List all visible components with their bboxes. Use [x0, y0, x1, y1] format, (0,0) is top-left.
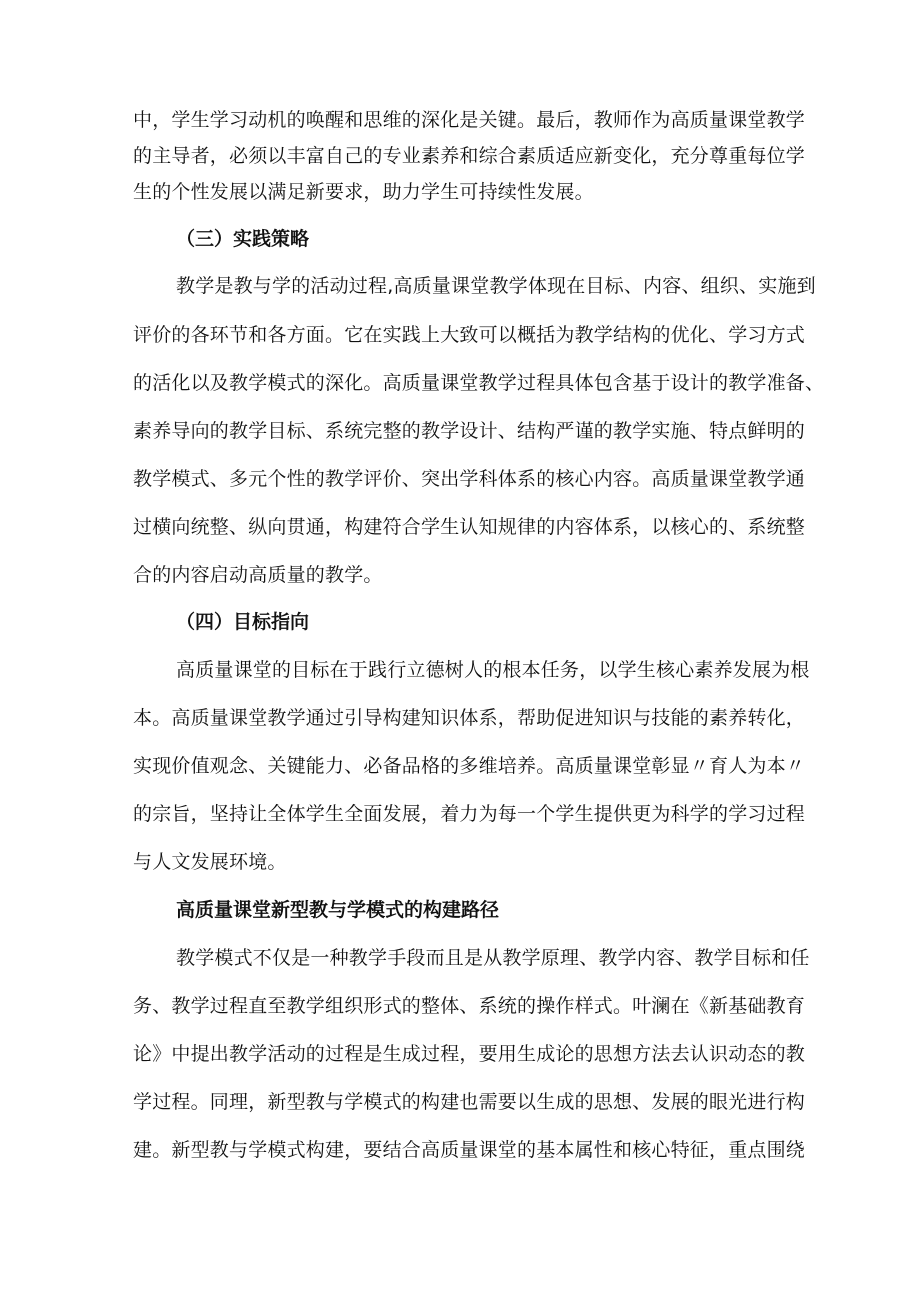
- paragraph-2-line-4: 素养导向的教学目标、系统完整的教学设计、结构严谨的教学实施、特点鲜明的: [133, 420, 806, 442]
- paragraph-1-line-3: 生的个性发展以满足新要求，助力学生可持续性发展。: [133, 181, 594, 203]
- paragraph-2-line-6: 过横向统整、纵向贯通，构建符合学生认知规律的内容体系，以核心的、系统整: [133, 516, 806, 538]
- paragraph-1-line-1: 中，学生学习动机的唤醒和思维的深化是关键。最后，教师作为高质量课堂教学: [133, 109, 806, 131]
- paragraph-3-line-2: 本。高质量课堂教学通过引导构建知识体系，帮助促进知识与技能的素养转化，: [133, 707, 806, 729]
- paragraph-3-line-4: 的宗旨，坚持让全体学生全面发展，着力为每一个学生提供更为科学的学习过程: [133, 803, 806, 825]
- paragraph-2-line-5: 教学模式、多元个性的教学评价、突出学科体系的核心内容。高质量课堂教学通: [133, 468, 806, 490]
- paragraph-3-line-5: 与人文发展环境。: [133, 851, 287, 873]
- paragraph-2-line-1: 教学是教与学的活动过程,高质量课堂教学体现在目标、内容、组织、实施到: [176, 275, 816, 297]
- paragraph-4-line-1: 教学模式不仅是一种教学手段而且是从教学原理、教学内容、教学目标和任: [176, 947, 810, 969]
- paragraph-3-line-3: 实现价值观念、关键能力、必备品格的多维培养。高质量课堂彰显〃育人为本〃: [133, 755, 806, 777]
- heading-construction-path: 高质量课堂新型教与学模式的构建路径: [176, 899, 500, 921]
- paragraph-1-line-2: 的主导者，必须以丰富自己的专业素养和综合素质适应新变化，充分尊重每位学: [133, 145, 806, 167]
- paragraph-4-line-2: 务、教学过程直至教学组织形式的整体、系统的操作样式。叶澜在《新基础教育: [133, 995, 806, 1017]
- paragraph-2-line-2: 评价的各环节和各方面。它在实践上大致可以概括为教学结构的优化、学习方式: [133, 324, 806, 346]
- paragraph-4-line-4: 学过程。同理，新型教与学模式的构建也需要以生成的思想、发展的眼光进行构: [133, 1091, 806, 1113]
- paragraph-2-line-3: 的活化以及教学模式的深化。高质量课堂教学过程具体包含基于设计的教学准备、: [133, 372, 825, 394]
- paragraph-3-line-1: 高质量课堂的目标在于践行立德树人的根本任务，以学生核心素养发展为根: [176, 659, 810, 681]
- paragraph-2-line-7: 合的内容启动高质量的教学。: [133, 564, 383, 586]
- paragraph-4-line-3: 论》中提出教学活动的过程是生成过程，要用生成论的思想方法去认识动态的教: [133, 1043, 806, 1065]
- heading-practice-strategy: （三）实践策略: [176, 228, 310, 250]
- paragraph-4-line-5: 建。新型教与学模式构建，要结合高质量课堂的基本属性和核心特征，重点围绕: [133, 1139, 806, 1161]
- heading-goal-orientation: （四）目标指向: [176, 611, 310, 633]
